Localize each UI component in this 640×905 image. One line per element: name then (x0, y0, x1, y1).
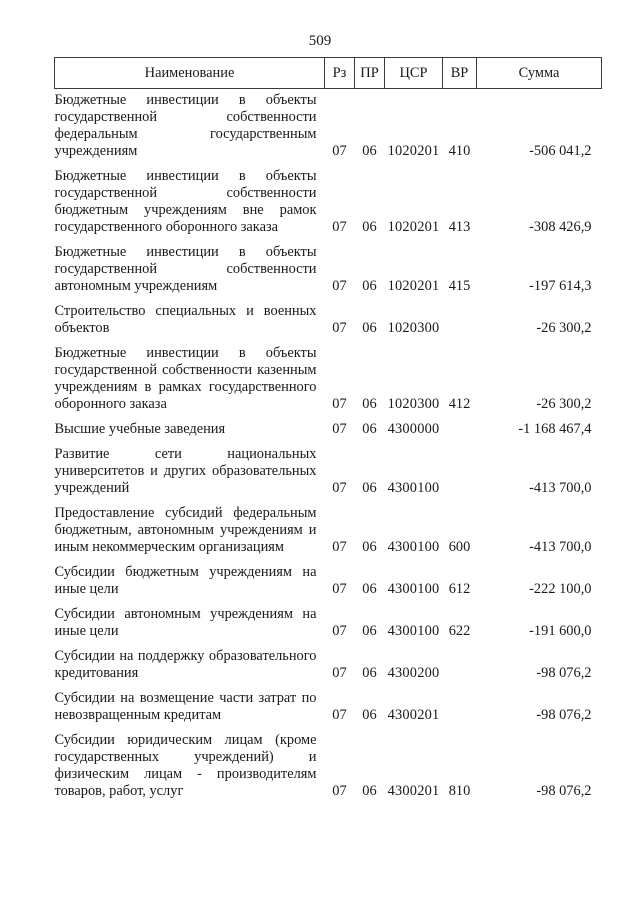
cell-vr: 410 (448, 143, 471, 159)
table-row (55, 645, 602, 687)
cell-name: Строительство специальных и военных объектов (54, 303, 317, 336)
table-row (55, 89, 602, 166)
cell-sum: -1 168 467,4 (518, 421, 592, 437)
cell-pr: 06 (362, 480, 377, 496)
cell-rz: 07 (332, 320, 347, 336)
cell-sum: -98 076,2 (536, 707, 592, 723)
cell-name: Субсидии на поддержку образовательного кредитования (54, 648, 317, 681)
cell-name: Бюджетные инвестиции в объекты государственной собственности автономным учреждениям (54, 244, 317, 294)
table-row (55, 687, 602, 729)
cell-vr: 612 (448, 581, 471, 597)
table-body (55, 89, 602, 806)
cell-csr: 4300100 (387, 539, 440, 555)
cell-rz: 07 (332, 219, 347, 235)
cell-rz: 07 (332, 480, 347, 496)
cell-vr: 415 (448, 278, 471, 294)
cell-pr: 06 (362, 539, 377, 555)
header-sum: Сумма (477, 58, 602, 89)
cell-sum: -413 700,0 (529, 480, 592, 496)
table-row (55, 342, 602, 418)
cell-rz: 07 (332, 143, 347, 159)
table-row (55, 502, 602, 561)
cell-name: Субсидии юридическим лицам (кроме государственных учреждений) и физическим лицам - производителям товаров, работ, услуг (54, 732, 317, 799)
budget-table (54, 57, 602, 805)
table-row (55, 418, 602, 443)
page-number: 509 (308, 33, 332, 49)
cell-pr: 06 (362, 396, 377, 412)
cell-rz: 07 (332, 278, 347, 294)
cell-pr: 06 (362, 421, 377, 437)
table-row (55, 165, 602, 241)
cell-csr: 4300000 (387, 421, 440, 437)
header-row (55, 58, 602, 89)
cell-csr: 4300201 (387, 707, 440, 723)
cell-name: Бюджетные инвестиции в объекты государственной собственности казенным учреждениям в рамках государственного оборонного заказа (54, 345, 317, 412)
cell-pr: 06 (362, 320, 377, 336)
cell-sum: -26 300,2 (536, 320, 592, 336)
cell-csr: 4300100 (387, 581, 440, 597)
cell-pr: 06 (362, 623, 377, 639)
table-header (55, 58, 602, 89)
cell-vr (443, 418, 477, 443)
cell-sum: -197 614,3 (529, 278, 592, 294)
cell-name: Субсидии бюджетным учреждениям на иные цели (54, 564, 317, 597)
cell-rz: 07 (332, 783, 347, 799)
cell-rz: 07 (332, 707, 347, 723)
cell-name: Предоставление субсидий федеральным бюджетным, автономным учреждениям и иным некоммерческим организациям (54, 505, 317, 555)
cell-csr: 4300200 (387, 665, 440, 681)
cell-vr (443, 443, 477, 502)
cell-vr (443, 687, 477, 729)
cell-csr: 1020201 (387, 278, 440, 294)
cell-pr: 06 (362, 581, 377, 597)
cell-rz: 07 (332, 421, 347, 437)
cell-csr: 1020300 (387, 320, 440, 336)
cell-name: Субсидии автономным учреждениям на иные цели (54, 606, 317, 639)
table-row (55, 561, 602, 603)
cell-name: Субсидии на возмещение части затрат по невозвращенным кредитам (54, 690, 317, 723)
cell-vr (443, 300, 477, 342)
header-pr: ПР (355, 58, 385, 89)
table-row (55, 729, 602, 805)
cell-rz: 07 (332, 665, 347, 681)
cell-sum: -413 700,0 (529, 539, 592, 555)
cell-vr: 622 (448, 623, 471, 639)
cell-rz: 07 (332, 581, 347, 597)
cell-sum: -191 600,0 (529, 623, 592, 639)
cell-name: Бюджетные инвестиции в объекты государственной собственности бюджетным учреждениям вне рамок государственного оборонного заказа (54, 168, 317, 235)
cell-pr: 06 (362, 665, 377, 681)
cell-sum: -222 100,0 (529, 581, 592, 597)
table-row (55, 300, 602, 342)
header-name: Наименование (55, 58, 325, 89)
cell-rz: 07 (332, 396, 347, 412)
header-rz: Рз (325, 58, 355, 89)
cell-rz: 07 (332, 623, 347, 639)
table-row (55, 443, 602, 502)
cell-pr: 06 (362, 278, 377, 294)
cell-name: Высшие учебные заведения (54, 421, 226, 437)
header-vr: ВР (443, 58, 477, 89)
cell-csr: 4300201 (387, 783, 440, 799)
cell-csr: 4300100 (387, 623, 440, 639)
cell-sum: -308 426,9 (529, 219, 592, 235)
cell-vr: 412 (448, 396, 471, 412)
cell-sum: -26 300,2 (536, 396, 592, 412)
header-csr: ЦСР (385, 58, 443, 89)
cell-csr: 1020201 (387, 143, 440, 159)
cell-sum: -98 076,2 (536, 665, 592, 681)
cell-vr: 600 (448, 539, 471, 555)
cell-name: Бюджетные инвестиции в объекты государственной собственности федеральным государственным учреждениям (54, 92, 317, 159)
table-row (55, 241, 602, 300)
cell-sum: -98 076,2 (536, 783, 592, 799)
cell-name: Развитие сети национальных университетов и других образовательных учреждений (54, 446, 317, 496)
cell-sum: -506 041,2 (529, 143, 592, 159)
cell-pr: 06 (362, 707, 377, 723)
cell-csr: 4300100 (387, 480, 440, 496)
cell-pr: 06 (362, 783, 377, 799)
cell-vr (443, 645, 477, 687)
cell-vr: 810 (448, 783, 471, 799)
cell-pr: 06 (362, 143, 377, 159)
cell-vr: 413 (448, 219, 471, 235)
cell-csr: 1020300 (387, 396, 440, 412)
cell-csr: 1020201 (387, 219, 440, 235)
table-row (55, 603, 602, 645)
cell-rz: 07 (332, 539, 347, 555)
cell-pr: 06 (362, 219, 377, 235)
